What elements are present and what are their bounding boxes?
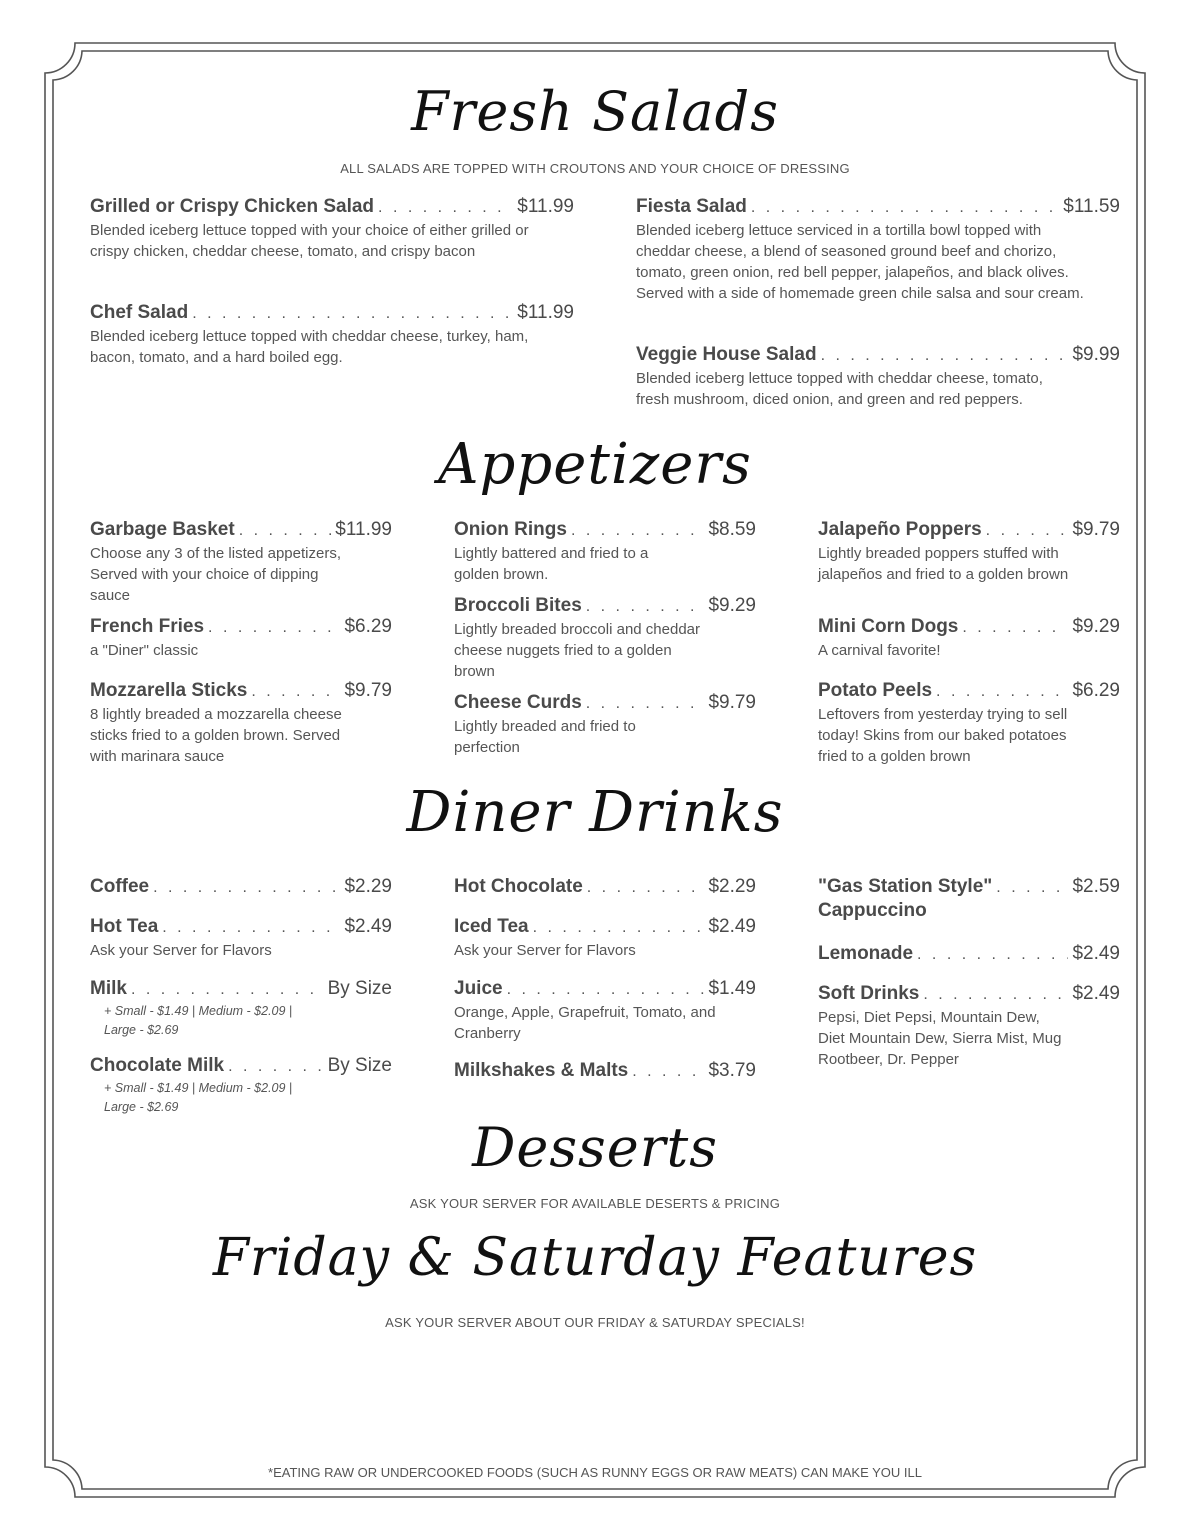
item-name: Soft Drinks (818, 983, 920, 1004)
item-name: Potato Peels (818, 680, 933, 701)
item-name: Onion Rings (454, 519, 567, 540)
item-name: Chef Salad (90, 302, 189, 323)
item-description: Lightly breaded and fried to perfection (454, 718, 636, 756)
item-price: $11.59 (1063, 196, 1120, 217)
menu-item (90, 978, 392, 1040)
item-price: $2.49 (344, 916, 392, 937)
item-description: Ask your Server for Flavors (454, 942, 636, 959)
menu-item (636, 344, 1120, 410)
size-pricing-line: + Small - $1.49 | Medium - $2.09 | (104, 1081, 293, 1095)
size-pricing-line: Large - $2.69 (104, 1100, 179, 1114)
item-name: Hot Tea (90, 916, 159, 937)
item-description: Blended iceberg lettuce topped with cheddar cheese, turkey, ham, bacon, tomato, and a hard boiled egg. (90, 328, 529, 366)
item-price: $8.59 (708, 519, 756, 540)
features-heading: Friday & Saturday Features (212, 1228, 978, 1288)
menu-item (90, 876, 392, 898)
size-pricing (104, 1002, 392, 1040)
menu-item (636, 196, 1120, 304)
menu-item (818, 876, 1120, 922)
item-description: Pepsi, Diet Pepsi, Mountain Dew, Diet Mountain Dew, Sierra Mist, Mug Rootbeer, Dr. Pepper (818, 1009, 1062, 1068)
item-name: Iced Tea (454, 916, 529, 937)
menu-item (90, 302, 574, 368)
item-price: $9.79 (708, 692, 756, 713)
menu-item (90, 1055, 392, 1117)
menu-item (454, 916, 756, 961)
item-price: $1.49 (708, 978, 756, 999)
menu-item (818, 943, 1120, 965)
item-description: Orange, Apple, Grapefruit, Tomato, and Cranberry (454, 1004, 716, 1042)
item-description: Blended iceberg lettuce topped with your choice of either grilled or crispy chicken, cheddar cheese, tomato, and crispy bacon (90, 222, 529, 260)
item-name: Lemonade (818, 943, 914, 964)
item-description: 8 lightly breaded a mozzarella cheese sticks fried to a golden brown. Served with marinara sauce (90, 706, 342, 765)
item-name: Veggie House Salad (636, 344, 817, 365)
item-price: $6.29 (1072, 680, 1120, 701)
item-price: By Size (327, 978, 392, 999)
desserts-heading: Desserts (472, 1116, 718, 1179)
menu-item (818, 680, 1120, 767)
item-price: $2.29 (708, 876, 756, 897)
item-name: Jalapeño Poppers (818, 519, 982, 540)
item-price: $9.29 (1072, 616, 1120, 637)
item-price: $11.99 (517, 302, 574, 323)
item-price: $11.99 (335, 519, 392, 540)
footer-disclaimer: *EATING RAW OR UNDERCOOKED FOODS (SUCH AS RUNNY EGGS OR RAW MEATS) CAN MAKE YOU ILL (268, 1465, 922, 1480)
item-description: Blended iceberg lettuce serviced in a tortilla bowl topped with cheddar cheese, a blend of seasoned ground beef and chorizo, tomato, green onion, red bell pepper, jalapeños, and black olives. Served with a side of homemade green chile salsa and sour cream. (636, 222, 1084, 302)
item-price: $9.99 (1072, 344, 1120, 365)
menu-item (454, 595, 756, 682)
menu-item (454, 978, 756, 1044)
item-price: $2.59 (1072, 876, 1120, 897)
item-price: $9.29 (708, 595, 756, 616)
menu-item (90, 616, 392, 661)
item-description: Choose any 3 of the listed appetizers, Served with your choice of dipping sauce (90, 545, 341, 604)
item-description: Ask your Server for Flavors (90, 942, 272, 959)
menu-item (818, 616, 1120, 661)
item-name: Grilled or Crispy Chicken Salad (90, 196, 375, 217)
menu-item (454, 876, 756, 898)
item-name: Juice (454, 978, 503, 999)
menu-item (90, 519, 392, 606)
size-pricing-line: Large - $2.69 (104, 1023, 179, 1037)
item-price: $11.99 (517, 196, 574, 217)
item-name: Hot Chocolate (454, 876, 583, 897)
menu-item (454, 519, 756, 585)
item-description: Lightly breaded broccoli and cheddar cheese nuggets fried to a golden brown (454, 621, 700, 680)
item-price: $2.49 (1072, 943, 1120, 964)
drinks-heading: Diner Drinks (406, 780, 784, 845)
item-name: Chocolate Milk (90, 1055, 225, 1076)
item-name: Garbage Basket (90, 519, 235, 540)
item-price: $9.79 (1072, 519, 1120, 540)
item-description: Lightly breaded poppers stuffed with jalapeños and fried to a golden brown (818, 545, 1069, 583)
item-price: $9.79 (344, 680, 392, 701)
item-description: a "Diner" classic (90, 642, 199, 659)
features-subtitle: ASK YOUR SERVER ABOUT OUR FRIDAY & SATURDAY SPECIALS! (385, 1315, 805, 1330)
menu-item (454, 1060, 756, 1082)
item-name: Coffee (90, 876, 150, 897)
item-name: Mini Corn Dogs (818, 616, 959, 637)
item-name: "Gas Station Style" (818, 876, 993, 897)
item-price: $2.29 (344, 876, 392, 897)
item-description: A carnival favorite! (818, 642, 941, 659)
appetizers-heading: Appetizers (438, 432, 752, 497)
menu-item (90, 916, 392, 961)
item-name: Broccoli Bites (454, 595, 582, 616)
menu-item (90, 196, 574, 262)
menu-item (90, 680, 392, 767)
item-name: Cheese Curds (454, 692, 582, 713)
item-price: $6.29 (344, 616, 392, 637)
item-name: Mozzarella Sticks (90, 680, 248, 701)
menu-item (454, 692, 756, 758)
menu-item (818, 519, 1120, 585)
item-price: By Size (327, 1055, 392, 1076)
item-name: Fiesta Salad (636, 196, 747, 217)
menu-item (818, 983, 1120, 1070)
item-description: Lightly battered and fried to a golden brown. (454, 545, 649, 583)
salads-subtitle: ALL SALADS ARE TOPPED WITH CROUTONS AND YOUR CHOICE OF DRESSING (340, 161, 850, 176)
item-price: $2.49 (708, 916, 756, 937)
desserts-subtitle: ASK YOUR SERVER FOR AVAILABLE DESERTS & PRICING (409, 1196, 781, 1211)
item-description: Leftovers from yesterday trying to sell today! Skins from our baked potatoes fried to a golden brown (818, 706, 1068, 765)
item-name: Milk (90, 978, 127, 999)
item-name-continued: Cappuccino (818, 900, 927, 921)
item-description: Blended iceberg lettuce topped with cheddar cheese, tomato, fresh mushroom, diced onion, and green and red peppers. (636, 370, 1043, 408)
size-pricing (104, 1079, 392, 1117)
item-name: Milkshakes & Malts (454, 1060, 629, 1081)
size-pricing-line: + Small - $1.49 | Medium - $2.09 | (104, 1004, 293, 1018)
item-price: $3.79 (708, 1060, 756, 1081)
salads-heading: Fresh Salads (411, 80, 779, 143)
item-price: $2.49 (1072, 983, 1120, 1004)
item-name: French Fries (90, 616, 205, 637)
